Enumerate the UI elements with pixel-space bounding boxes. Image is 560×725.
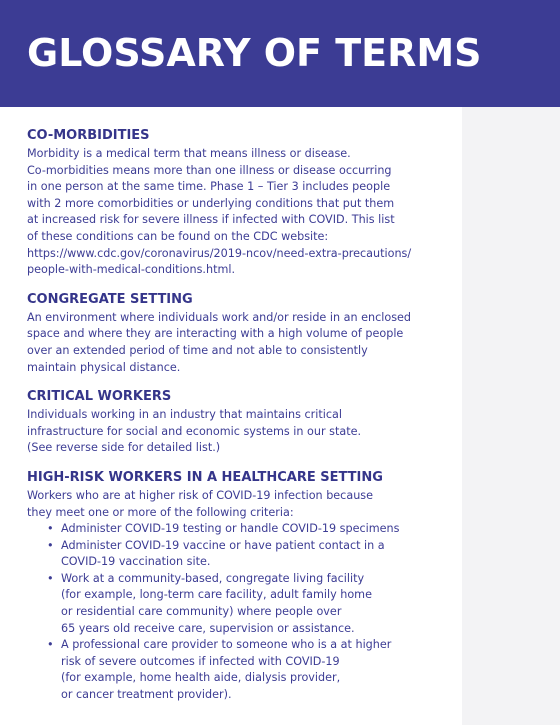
criteria-item [47,571,460,637]
criteria-line: COVID-19 vaccination site. [61,555,211,569]
criteria-line: 65 years old receive care, supervision or assistance. [61,621,355,635]
bullet-icon: • [47,638,54,652]
definition-line: (See reverse side for detailed list.) [27,441,221,455]
criteria-line: Administer COVID-19 vaccine or have patient contact in a [61,538,385,552]
definition-line: in one person at the same time. Phase 1 – Tier 3 includes people [27,180,391,194]
definition-line: they meet one or more of the following criteria: [27,505,294,519]
definition-line: Workers who are at higher risk of COVID-19 infection because [27,488,373,502]
definition-line: of these conditions can be found on the CDC website: [27,229,329,243]
criteria-line: or cancer treatment provider). [61,688,232,702]
criteria-item [47,521,460,538]
criteria-line: Work at a community-based, congregate living facility [61,571,365,585]
side-panel [462,107,560,725]
cdc-url-line: people-with-medical-conditions.html. [27,263,236,277]
page-header [0,0,560,107]
bullet-icon: • [47,571,54,585]
cdc-url-line: https://www.cdc.gov/coronavirus/2019-ncov/need-extra-precautions/ [27,246,412,260]
definition-line: Co-morbidities means more than one illness or disease occurring [27,163,392,177]
definition-line: at increased risk for severe illness if infected with COVID. This list [27,213,395,227]
glossary-term: CO-MORBIDITIES [27,128,150,143]
definition-line: over an extended period of time and not able to consistently [27,343,368,357]
definition-line: space and where they are interacting with a high volume of people [27,327,404,341]
glossary-entry-critical-workers [27,388,460,457]
definition-line: An environment where individuals work and/or reside in an enclosed [27,310,412,324]
glossary-entry-congregate-setting [27,291,460,376]
criteria-line: (for example, long-term care facility, adult family home [61,588,372,602]
criteria-line: or residential care community) where people over [61,605,342,619]
glossary-content [27,127,460,716]
glossary-entry-high-risk-workers [27,469,460,704]
glossary-entry-co-morbidities [27,127,460,279]
criteria-item [47,538,460,571]
page-title: GLOSSARY OF TERMS [27,31,482,75]
bullet-icon: • [47,538,54,552]
definition-line: with 2 more comorbidities or underlying conditions that put them [27,196,395,210]
definition-line: Morbidity is a medical term that means illness or disease. [27,147,351,160]
definition-line: infrastructure for social and economic systems in our state. [27,424,362,438]
definition-line: Individuals working in an industry that maintains critical [27,408,342,422]
criteria-line: risk of severe outcomes if infected with COVID-19 [61,654,340,668]
criteria-line: (for example, home health aide, dialysis provider, [61,671,341,685]
criteria-line: A professional care provider to someone who is a at higher [61,638,392,652]
criteria-item [47,637,460,703]
glossary-term: HIGH-RISK WORKERS IN A HEALTHCARE SETTING [27,469,383,485]
glossary-term: CRITICAL WORKERS [27,389,172,405]
definition-line: maintain physical distance. [27,360,181,374]
glossary-term: CONGREGATE SETTING [27,291,193,307]
bullet-icon: • [47,522,54,536]
criteria-line: Administer COVID-19 testing or handle COVID-19 specimens [61,522,400,536]
criteria-list [27,521,460,704]
